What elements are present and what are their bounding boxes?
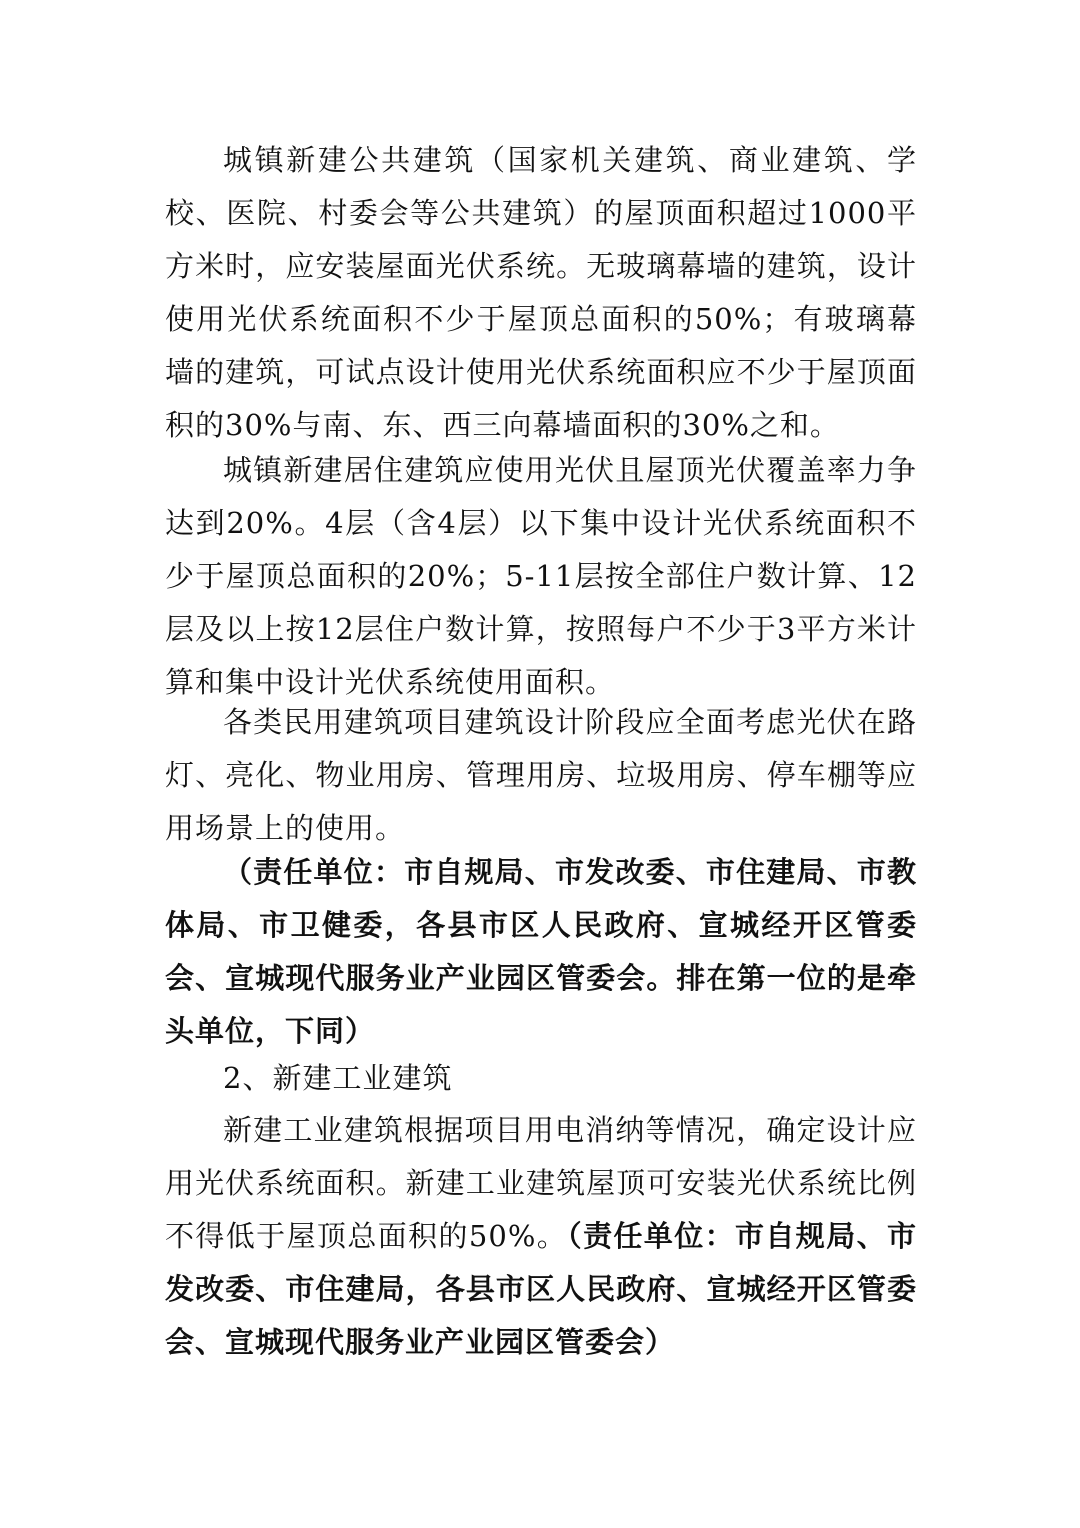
- responsibility-note-2: （责任单位：市自规局、市发改委、市住建局，各县市区人民政府、宣城经开区管委会、宣城现代服务业产业园区管委会）: [165, 1219, 917, 1359]
- responsibility-note-1: （责任单位：市自规局、市发改委、市住建局、市教体局、市卫健委，各县市区人民政府、宣城经开区管委会、宣城现代服务业产业园区管委会。排在第一位的是牵头单位，下同）: [165, 855, 917, 1048]
- paragraph-industrial-buildings: [165, 1104, 917, 1369]
- paragraph-public-buildings: 城镇新建公共建筑（国家机关建筑、商业建筑、学校、医院、村委会等公共建筑）的屋顶面积超过1000平方米时，应安装屋面光伏系统。无玻璃幕墙的建筑，设计使用光伏系统面积不少于屋顶总面积的50%；有玻璃幕墙的建筑，可试点设计使用光伏系统面积应不少于屋顶面积的30%与南、东、西三向幕墙面积的30%之和。: [165, 143, 917, 442]
- paragraph-civil-buildings: 各类民用建筑项目建筑设计阶段应全面考虑光伏在路灯、亮化、物业用房、管理用房、垃圾用房、停车棚等应用场景上的使用。: [165, 705, 917, 845]
- paragraph-residential-buildings: 城镇新建居住建筑应使用光伏且屋顶光伏覆盖率力争达到20%。4层（含4层）以下集中设计光伏系统面积不少于屋顶总面积的20%；5-11层按全部住户数计算、12层及以上按12层住户数计算，按照每户不少于3平方米计算和集中设计光伏系统使用面积。: [165, 453, 917, 699]
- industrial-text: 新建工业建筑根据项目用电消纳等情况，确定设计应用光伏系统面积。新建工业建筑屋顶可安装光伏系统比例不得低于屋顶总面积的50%。: [165, 1113, 917, 1253]
- section-heading-industrial: 2、新建工业建筑: [223, 1061, 453, 1095]
